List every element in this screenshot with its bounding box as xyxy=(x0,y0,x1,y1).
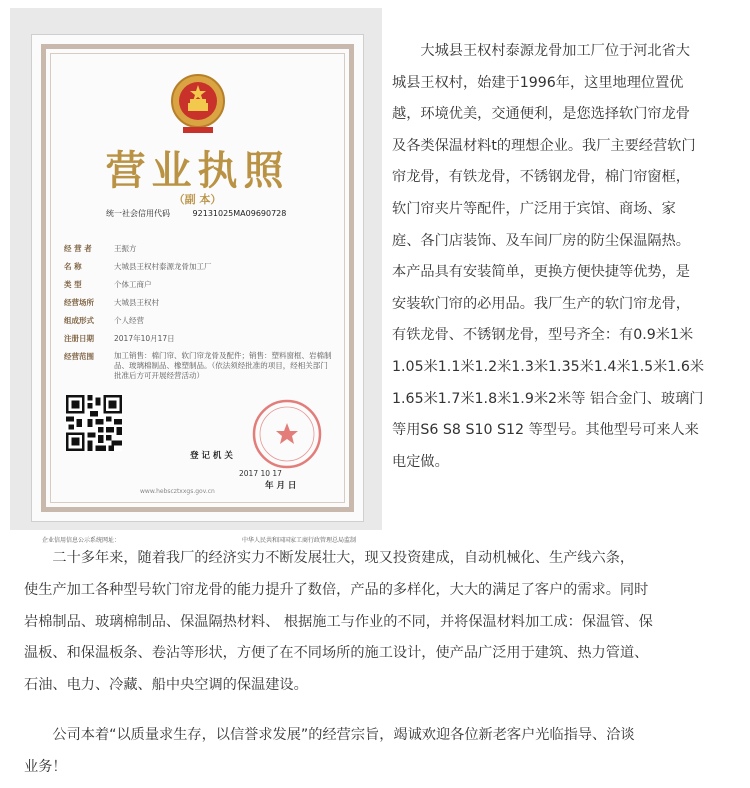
paragraph-line: 岩棉制品、玻璃棉制品、保温隔热材料、 根据施工与作业的不同，并将保温材料加工成：保温管、保 xyxy=(24,613,653,630)
field-value: 个人经营 xyxy=(114,316,144,325)
national-emblem-icon xyxy=(169,71,227,135)
certificate-title: 营业执照 xyxy=(105,147,290,194)
field-row-operator xyxy=(64,243,334,254)
field-key: 经 营 者 xyxy=(64,244,92,253)
field-key: 经营范围 xyxy=(64,352,94,361)
mission-paragraph xyxy=(24,720,734,784)
field-value: 大城县王权村 xyxy=(114,298,159,307)
credit-code-label: 统一社会信用代码 xyxy=(106,209,170,218)
field-row-form xyxy=(64,315,334,326)
intro-line: 有铁龙骨、不锈钢龙骨，型号齐全：有0.9米1米 xyxy=(392,327,694,344)
intro-line: 城县王权村，始建于1996年，这里地理位置优 xyxy=(392,74,684,91)
field-key: 注册日期 xyxy=(64,334,94,343)
business-license-photo xyxy=(10,8,382,544)
intro-line: 1.05米1.1米1.2米1.3米1.35米1.4米1.5米1.6米 xyxy=(392,358,705,375)
intro-line: 本产品具有安装简单，更换方便快捷等优势，是 xyxy=(392,264,690,281)
intro-line: 软门帘夹片等配件，广泛用于宾馆、商场、家 xyxy=(392,200,676,217)
field-row-reg-date xyxy=(64,333,334,344)
field-key: 组成形式 xyxy=(64,316,94,325)
footer-right-text: 中华人民共和国国家工商行政管理总局监制 xyxy=(242,537,357,544)
intro-line: 等用S6 S8 S10 S12 等型号。其他型号可来人来 xyxy=(392,422,699,439)
paragraph-line: 业务！ xyxy=(24,758,67,775)
paragraph-line: 使生产加工各种型号软门帘龙骨的能力提升了数倍，产品的多样化，大大的满足了客户的需求。同时 xyxy=(24,581,649,598)
qr-code-icon xyxy=(66,395,122,451)
footer-url: www.hebscztxxgs.gov.cn xyxy=(140,488,215,495)
registration-authority: 登 记 机 关 xyxy=(190,451,233,461)
footer-left-text: 企业信用信息公示系统网址： xyxy=(42,537,121,544)
certificate-fields xyxy=(64,243,334,388)
intro-line: 1.65米1.7米1.8米1.9米2米等 铝合金门、玻璃门 xyxy=(392,390,704,407)
paragraph-line: 公司本着“以质量求生存，以信誉求发展”的经营宗旨，竭诚欢迎各位新老客户光临指导、洽谈 xyxy=(24,727,635,743)
business-license-certificate xyxy=(31,34,364,544)
credit-code-value: 92131025MA09690728 xyxy=(192,209,287,218)
field-key: 经营场所 xyxy=(64,298,94,307)
intro-line: 及各类保温材料t的理想企业。我厂主要经营软门 xyxy=(392,137,696,154)
official-seal-icon xyxy=(250,397,324,471)
intro-line: 安装软门帘的必用品。我厂生产的软门帘龙骨， xyxy=(392,295,690,312)
field-value: 加工销售：棉门帘、软门帘龙骨及配件；销售：塑料窗框、岩棉制品、玻璃棉制品、橡塑制品。（依法须经批准的项目，经相关部门批准后方可开展经营活动） xyxy=(114,351,332,380)
intro-line: 帘龙骨，有铁龙骨，不锈钢龙骨，棉门帘窗框， xyxy=(392,169,690,186)
field-value: 王振方 xyxy=(114,244,137,253)
intro-line: 电定做。 xyxy=(392,453,449,470)
credit-code-row xyxy=(106,208,306,219)
field-value: 大城县王权村泰源龙骨加工厂 xyxy=(114,262,212,271)
issue-date-numbers: 2017 10 17 xyxy=(239,469,282,478)
field-row-scope xyxy=(64,351,334,381)
intro-line: 庭、各门店装饰、及车间厂房的防尘保温隔热。 xyxy=(392,232,690,249)
certificate-subtitle: （副 本） xyxy=(173,193,222,206)
field-row-name xyxy=(64,261,334,272)
field-key: 类 型 xyxy=(64,280,82,289)
development-paragraph xyxy=(24,543,734,702)
field-value: 个体工商户 xyxy=(114,280,152,289)
issue-date-units: 年 月 日 xyxy=(265,481,297,491)
field-row-type xyxy=(64,279,334,290)
field-key: 名 称 xyxy=(64,262,82,271)
intro-line: 越，环境优美，交通便利，是您选择软门帘龙骨 xyxy=(392,106,690,123)
paragraph-line: 石油、电力、冷藏、船中央空调的保温建设。 xyxy=(24,677,308,694)
intro-paragraph xyxy=(392,36,742,478)
paragraph-line: 二十多年来，随着我厂的经济实力不断发展壮大，现又投资建成，自动机械化、生产线六条， xyxy=(24,550,635,566)
intro-line: 大城县王权村泰源龙骨加工厂位于河北省大 xyxy=(392,43,690,59)
field-value: 2017年10月17日 xyxy=(114,334,175,343)
field-row-premises xyxy=(64,297,334,308)
paragraph-line: 温板、和保温板条、卷沾等形状，方便了在不同场所的施工设计，使产品广泛用于建筑、热力管道、 xyxy=(24,645,649,662)
